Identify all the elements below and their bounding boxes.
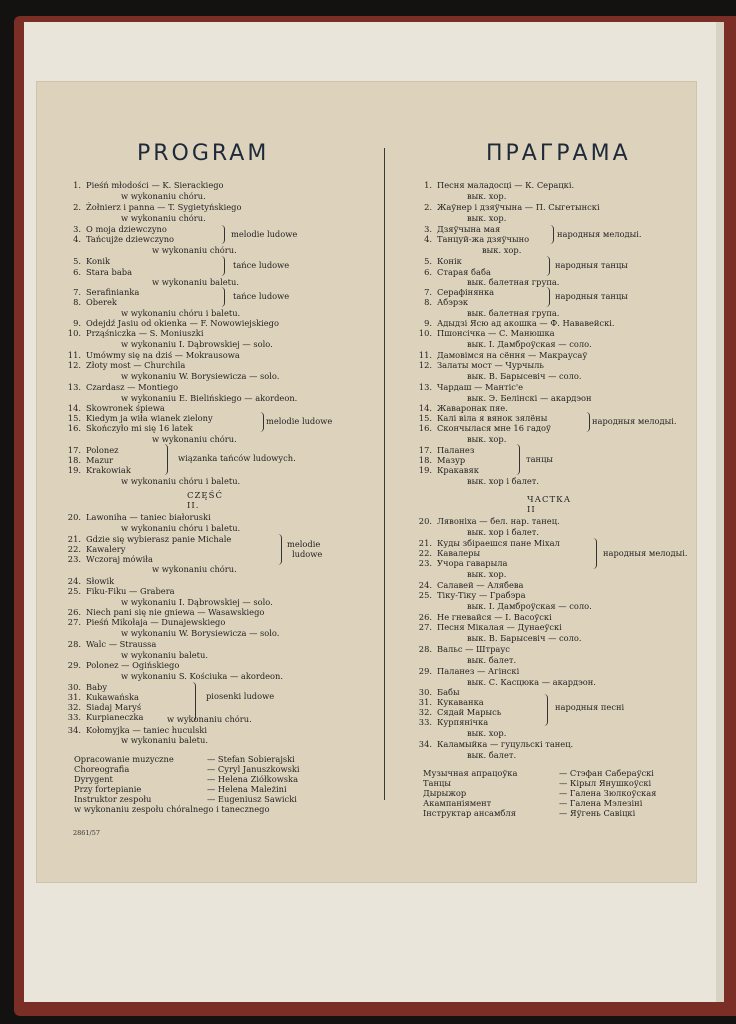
list-item: 18. Mazur bbox=[67, 455, 114, 465]
credit-role: Акампаніямент bbox=[423, 798, 492, 808]
list-item: 32. Сядай Марысь bbox=[418, 707, 502, 717]
group-label: народныя танцы bbox=[555, 291, 628, 301]
list-item: 14. Жаваронак пяе. bbox=[418, 403, 508, 413]
list-item: 5. Конік bbox=[424, 256, 462, 266]
performer-note: вык. С. Касцюка — акардэон. bbox=[467, 677, 596, 687]
performer-note: вык. хор. bbox=[482, 245, 522, 255]
list-item: 24. Słowik bbox=[67, 576, 115, 586]
brace bbox=[277, 534, 282, 565]
credit-name: — Кірыл Янушкоўскі bbox=[559, 778, 652, 788]
credit-name: — Галена Зюлкоўская bbox=[559, 788, 657, 798]
list-item: 32. Siadaj Maryś bbox=[67, 702, 142, 712]
list-item: 7. Серафінянка bbox=[424, 287, 495, 297]
performer-note: w wykonaniu W. Borysiewicza — solo. bbox=[121, 628, 280, 638]
list-item: 16. Скончылася мне 16 гадоў bbox=[418, 423, 551, 433]
performer-note: w wykonaniu I. Dąbrowskiej — solo. bbox=[121, 339, 273, 349]
brace bbox=[543, 694, 548, 726]
brace bbox=[259, 412, 264, 432]
list-item: 31. Кукаванка bbox=[418, 697, 484, 707]
list-item: 34. Каламыйка — гуцульскі танец. bbox=[418, 739, 574, 749]
list-item: 13. Czardasz — Montiego bbox=[67, 382, 179, 392]
center-divider bbox=[384, 148, 385, 800]
list-item: 3. Дзяўчына мая bbox=[424, 224, 501, 234]
print-code: 2861/57 bbox=[73, 829, 101, 837]
performer-note: вык. хор. bbox=[467, 191, 507, 201]
list-item: 27. Pieśń Mikołaja — Dunajewskiego bbox=[67, 617, 226, 627]
list-item: 14. Skowronek śpiewa bbox=[67, 403, 165, 413]
brace bbox=[515, 444, 520, 475]
group-label: wiązanka tańców ludowych. bbox=[178, 453, 296, 463]
group-label: танцы bbox=[526, 454, 554, 464]
brace bbox=[592, 538, 597, 569]
list-item: 22. Кавалеры bbox=[418, 548, 481, 558]
list-item: 15. Калі віла я вянок зялёны bbox=[418, 413, 548, 423]
brace bbox=[545, 256, 550, 276]
list-item: 34. Kołomyjka — taniec huculski bbox=[67, 725, 208, 735]
performer-note: вык. І. Дамброўская — соло. bbox=[467, 601, 592, 611]
list-item: 24. Салавей — Алябева bbox=[418, 580, 524, 590]
list-item: 19. Кракавяк bbox=[418, 465, 479, 475]
list-item: 6. Stara baba bbox=[73, 267, 133, 277]
list-item: 19. Krakowiak bbox=[67, 465, 131, 475]
list-item: 9. Odejdź Jasiu od okienka — F. Nowowiejskiego bbox=[73, 318, 279, 328]
list-item: 33. Kurpianeczka bbox=[67, 712, 144, 722]
list-item: 20. Лявоніха — бел. нар. танец. bbox=[418, 516, 560, 526]
list-item: 2. Жаўнер і дзяўчына — П. Сыгетынскі bbox=[424, 202, 600, 212]
list-item: 20. Lawoniha — taniec białoruski bbox=[67, 512, 211, 522]
performer-note: w wykonaniu chóru. bbox=[121, 191, 206, 201]
list-item: 21. Куды збіраешся пане Міхал bbox=[418, 538, 560, 548]
performer-note: w wykonaniu chóru i baletu. bbox=[121, 476, 241, 486]
performer-note: w wykonaniu chóru. bbox=[152, 564, 237, 574]
performer-note: w wykonaniu I. Dąbrowskiej — solo. bbox=[121, 597, 273, 607]
performer-note: w wykonaniu chóru. bbox=[167, 714, 252, 724]
page-title-polish: PROGRAM bbox=[137, 141, 270, 166]
list-item: 28. Вальс — Штраус bbox=[418, 644, 510, 654]
list-item: 6. Старая баба bbox=[424, 267, 491, 277]
list-item: 10. Prząśniczka — S. Moniuszki bbox=[67, 328, 204, 338]
part-heading: CZĘŚĆ II. bbox=[187, 491, 223, 511]
list-item: 4. Tańcujże dziewczyno bbox=[73, 234, 175, 244]
brace bbox=[549, 225, 554, 244]
list-item: 11. Umówmy się na dziś — Mokrausowa bbox=[67, 350, 240, 360]
performer-note: вык. Э. Белінскі — акардэон bbox=[467, 393, 592, 403]
list-item: 17. Паланез bbox=[418, 445, 475, 455]
list-item: 13. Чардаш — Мантіс'е bbox=[418, 382, 524, 392]
list-item: 16. Skończyło mi się 16 latek bbox=[67, 423, 193, 433]
list-item: 3. O moja dziewczyno bbox=[73, 224, 167, 234]
group-label: ludowe bbox=[292, 549, 323, 559]
performer-note: вык. хор і балет. bbox=[467, 527, 539, 537]
list-item: 30. Бабы bbox=[418, 687, 460, 697]
performer-note: w wykonaniu S. Kościuka — akordeon. bbox=[121, 671, 284, 681]
list-item: 17. Polonez bbox=[67, 445, 119, 455]
list-item: 25. Fiku-Fiku — Grabera bbox=[67, 586, 175, 596]
list-item: 29. Паланез — Агінскі bbox=[418, 666, 520, 676]
list-item: 29. Polonez — Ogińskiego bbox=[67, 660, 180, 670]
credit-name: — Яўгень Савіцкі bbox=[559, 808, 636, 818]
list-item: 15. Kiedym ja wiła wianek zielony bbox=[67, 413, 213, 423]
credit-role: Przy fortepianie bbox=[74, 784, 142, 794]
credit-role: Instruktor zespołu bbox=[74, 794, 152, 804]
list-item: 26. Niech pani się nie gniewa — Wasawskiego bbox=[67, 607, 265, 617]
list-item: 12. Złoty most — Churchila bbox=[67, 360, 186, 370]
performer-note: w wykonaniu chóru i baletu. bbox=[121, 523, 241, 533]
group-label: народныя песні bbox=[555, 702, 625, 712]
performer-note: вык. хор. bbox=[467, 569, 507, 579]
performer-note: вык. В. Барысевіч — соло. bbox=[467, 633, 582, 643]
list-item: 10. Пшонсічка — С. Манюшка bbox=[418, 328, 555, 338]
list-item: 18. Мазур bbox=[418, 455, 466, 465]
list-item: 27. Песня Мікалая — Дунаеўскі bbox=[418, 622, 562, 632]
performer-note: w wykonaniu E. Bielińskiego — akordeon. bbox=[121, 393, 298, 403]
part-heading: ЧАСТКА II bbox=[527, 495, 572, 515]
brace bbox=[220, 287, 225, 307]
list-item: 31. Kukawańska bbox=[67, 692, 139, 702]
group-label: melodie bbox=[287, 539, 321, 549]
credit-role: Choreografia bbox=[74, 764, 130, 774]
performer-note: w wykonaniu baletu. bbox=[152, 277, 239, 287]
list-item: 8. Абэрэк bbox=[424, 297, 469, 307]
credit-role: Музычная апрацоўка bbox=[423, 768, 518, 778]
list-item: 21. Gdzie się wybierasz panie Michale bbox=[67, 534, 232, 544]
list-item: 8. Oberek bbox=[73, 297, 117, 307]
credits-footer: w wykonaniu zespołu chóralnego i tanecznego bbox=[74, 804, 270, 814]
performer-note: w wykonaniu chóru. bbox=[152, 434, 237, 444]
group-label: melodie ludowe bbox=[231, 229, 298, 239]
list-item: 23. Учора гаварыла bbox=[418, 558, 508, 568]
program-sheet bbox=[37, 82, 696, 882]
list-item: 25. Тіку-Тіку — Грабэра bbox=[418, 590, 526, 600]
group-label: piosenki ludowe bbox=[206, 691, 275, 701]
list-item: 2. Żołnierz i panna — T. Sygietyńskiego bbox=[73, 202, 242, 212]
performer-note: вык. балетная група. bbox=[467, 308, 560, 318]
group-label: melodie ludowe bbox=[266, 416, 333, 426]
credit-role: Dyrygent bbox=[74, 774, 113, 784]
performer-note: вык. хор. bbox=[467, 728, 507, 738]
page-edge bbox=[716, 22, 724, 1002]
group-label: tańce ludowe bbox=[233, 260, 290, 270]
brace bbox=[220, 225, 225, 244]
performer-note: вык. балет. bbox=[467, 750, 517, 760]
credit-name: — Helena Ziółkowska bbox=[207, 774, 299, 784]
list-item: 22. Kawalery bbox=[67, 544, 126, 554]
brace bbox=[220, 256, 225, 276]
performer-note: вык. хор. bbox=[467, 434, 507, 444]
credit-role: Інструктар ансамбля bbox=[423, 808, 516, 818]
performer-note: вык. балет. bbox=[467, 655, 517, 665]
performer-note: вык. балетная група. bbox=[467, 277, 560, 287]
brace bbox=[163, 444, 168, 475]
performer-note: w wykonaniu W. Borysiewicza — solo. bbox=[121, 371, 280, 381]
group-label: народныя танцы bbox=[555, 260, 628, 270]
group-label: народныя мелодыі. bbox=[557, 229, 642, 239]
performer-note: w wykonaniu chóru. bbox=[152, 245, 237, 255]
list-item: 5. Konik bbox=[73, 256, 110, 266]
group-label: tańce ludowe bbox=[233, 291, 290, 301]
list-item: 26. Не гневайся — І. Васоўскі bbox=[418, 612, 552, 622]
credit-name: — Helena Mależini bbox=[207, 784, 287, 794]
list-item: 23. Wczoraj mówiła bbox=[67, 554, 153, 564]
group-label: народныя мелодыі. bbox=[592, 416, 677, 426]
list-item: 7. Serafinianka bbox=[73, 287, 140, 297]
list-item: 9. Адыдзі Ясю ад акошка — Ф. Нававейскі. bbox=[424, 318, 615, 328]
performer-note: вык. хор і балет. bbox=[467, 476, 539, 486]
credit-role: Opracowanie muzyczne bbox=[74, 754, 174, 764]
credit-name: — Eugeniusz Sawicki bbox=[207, 794, 297, 804]
performer-note: вык. хор. bbox=[467, 213, 507, 223]
performer-note: w wykonaniu chóru i baletu. bbox=[121, 308, 241, 318]
credit-name: — Стэфан Сабераўскі bbox=[559, 768, 654, 778]
credit-name: — Cyryl Januszkowski bbox=[207, 764, 300, 774]
list-item: 1. Песня маладосці — К. Серацкі. bbox=[424, 180, 575, 190]
list-item: 4. Танцуй-жа дзяўчыно bbox=[424, 234, 530, 244]
list-item: 1. Pieśń młodości — K. Sierackiego bbox=[73, 180, 224, 190]
performer-note: w wykonaniu baletu. bbox=[121, 735, 208, 745]
list-item: 11. Дамовімся на сёння — Макраусаў bbox=[418, 350, 588, 360]
brace bbox=[545, 287, 550, 307]
list-item: 12. Залаты мост — Чурчыль bbox=[418, 360, 544, 370]
performer-note: вык. І. Дамброўская — соло. bbox=[467, 339, 592, 349]
credit-name: — Stefan Sobierajski bbox=[207, 754, 295, 764]
list-item: 33. Курпянічка bbox=[418, 717, 489, 727]
page-title-belarusian: ПРАГРАМА bbox=[486, 141, 631, 166]
brace bbox=[585, 412, 590, 432]
credit-name: — Галена Мэлезіні bbox=[559, 798, 643, 808]
credit-role: Танцы bbox=[423, 778, 451, 788]
credit-role: Дырыжор bbox=[423, 788, 467, 798]
performer-note: w wykonaniu chóru. bbox=[121, 213, 206, 223]
performer-note: w wykonaniu baletu. bbox=[121, 650, 208, 660]
list-item: 28. Walc — Straussa bbox=[67, 639, 157, 649]
list-item: 30. Baby bbox=[67, 682, 108, 692]
group-label: народныя мелодыі. bbox=[603, 548, 688, 558]
performer-note: вык. В. Барысевіч — соло. bbox=[467, 371, 582, 381]
